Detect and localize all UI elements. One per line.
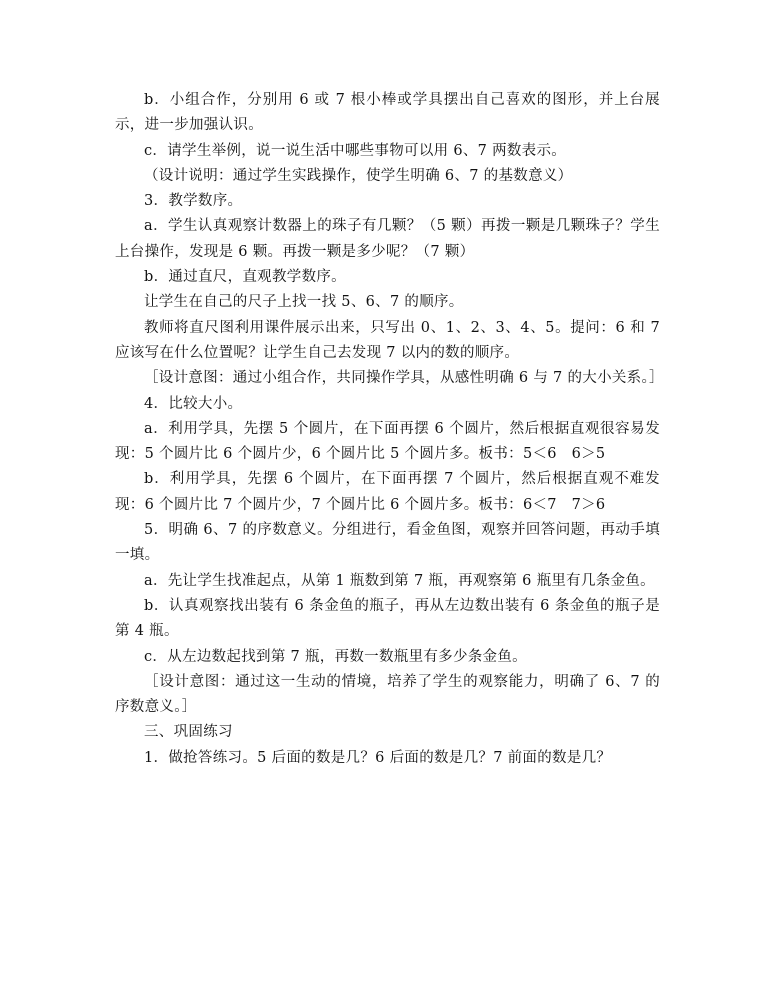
paragraph-find-order: 让学生在自己的尺子上找一找 5、6、7 的顺序。 (144, 294, 464, 311)
paragraph-design-intent-2: ［设计意图：通过这一生动的情境，培养了学生的观察能力，明确了 6、7 的序数意义。］ (115, 673, 660, 716)
paragraph-compare-6-7: b．利用学具，先摆 6 个圆片，在下面再摆 7 个圆片，然后根据直观不难发现：6 个圆片比 7 个圆片少，7 个圆片比 6 个圆片多。板书：6＜7 7＞6 (115, 471, 660, 513)
heading-compare-size: 4．比较大小。 (144, 395, 243, 412)
paragraph-design-note-1: （设计说明：通过学生实践操作，使学生明确 6、7 的基数意义） (144, 167, 573, 184)
paragraph-compare-5-6: a．利用学具，先摆 5 个圆片，在下面再摆 6 个圆片，然后根据直观很容易发现：5 个圆片比 6 个圆片少，6 个圆片比 5 个圆片多。板书：5＜6 6＞5 (115, 420, 660, 463)
paragraph-design-intent-1: ［设计意图：通过小组合作，共同操作学具，从感性明确 6 与 7 的大小关系。］ (144, 370, 664, 387)
heading-practice: 三、巩固练习 (144, 724, 233, 741)
paragraph-find-bottle: b．认真观察找出装有 6 条金鱼的瓶子，再从左边数出装有 6 条金鱼的瓶子是第 4 瓶。 (115, 597, 660, 640)
heading-teach-order: 3．教学数序。 (144, 193, 243, 210)
paragraph-group-work: b．小组合作，分别用 6 或 7 根小棒或学具摆出自己喜欢的图形，并上台展示，进一步加强认识。 (115, 92, 660, 134)
paragraph-courseware: 教师将直尺图利用课件展示出来，只写出 0、1、2、3、4、5。提问：6 和 7 应该写在什么位置呢？让学生自己去发现 7 以内的数的顺序。 (115, 319, 660, 361)
document-body (115, 88, 664, 771)
heading-ordinal-meaning: 5．明确 6、7 的序数意义。分组进行，看金鱼图，观察并回答问题，再动手填一填。 (115, 522, 660, 564)
paragraph-examples: c．请学生举例，说一说生活中哪些事物可以用 6、7 两数表示。 (144, 142, 567, 159)
paragraph-count-fish: c．从左边数起找到第 7 瓶，再数一数瓶里有多少条金鱼。 (144, 648, 527, 665)
paragraph-quick-answer: 1．做抢答练习。5 后面的数是几？6 后面的数是几？7 前面的数是几？ (144, 749, 612, 766)
paragraph-start-point: a．先让学生找准起点，从第 1 瓶数到第 7 瓶，再观察第 6 瓶里有几条金鱼。 (144, 572, 655, 589)
paragraph-abacus: a．学生认真观察计数器上的珠子有几颗？（5 颗）再拨一颗是几颗珠子？学生上台操作，发现是 6 颗。再拨一颗是多少呢？（7 颗） (115, 218, 660, 260)
paragraph-ruler: b．通过直尺，直观教学数序。 (144, 269, 346, 286)
